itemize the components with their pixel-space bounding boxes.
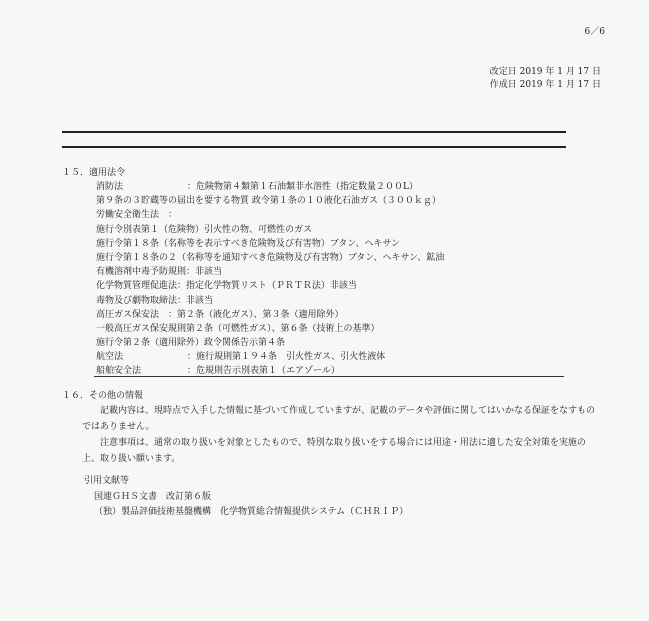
law-row: 施行令第１８条（名称等を表示すべき危険物及び有害物）ブタン、ヘキサン <box>96 238 401 249</box>
document-dates <box>490 66 601 92</box>
reference-item: 国連ＧＨＳ文書 改訂第６版 <box>94 491 212 502</box>
created-date: 作成日 2019 年 1 月 17 日 <box>489 80 601 90</box>
law-row: 有機溶剤中毒予防規則：非該当 <box>96 267 223 278</box>
law-row: 施行令第１８条の２（名称等を通知すべき危険物及び有害物）ブタン、ヘキサン、鉱油 <box>96 252 445 263</box>
law-row: 化学物質管理促進法：指定化学物質リスト（ＰＲＴＲ法）非該当 <box>96 281 357 292</box>
reference-item: （独）製品評価技術基盤機構 化学物質総合情報提供システム（ＣＨＲＩＰ） <box>94 507 409 517</box>
law-row: 消防法 ：危険物第４類第１石油類非水溶性（指定数量２００L） <box>96 182 418 192</box>
law-row: 航空法 ：施行規則第１９４条 引火性ガス、引火性液体 <box>96 352 386 363</box>
section-16-other-info <box>62 389 602 467</box>
top-rule-2 <box>62 146 566 148</box>
law-row: 船舶安全法 ：危規則告示別表第１（エアゾール） <box>96 366 340 377</box>
references <box>84 474 408 521</box>
top-rule-1 <box>62 131 566 133</box>
revised-date: 改定日 2019 年 1 月 17 日 <box>489 67 601 77</box>
law-row: 第９条の３貯蔵等の届出を要する物質 政令第１条の１０液化石油ガス（３００ｋｇ） <box>96 196 441 207</box>
section-15-applicable-laws <box>62 166 602 379</box>
page-number: 6／6 <box>584 27 605 37</box>
law-row: 一般高圧ガス保安規則第２条（可燃性ガス）、第６条（技術上の基準） <box>96 323 380 334</box>
references-title: 引用文献等 <box>84 476 130 486</box>
law-row: 労働安全衛生法 ： <box>96 210 178 221</box>
section-15-title: １５．適用法令 <box>62 168 126 178</box>
law-row: 施行令別表第１（危険物）引火性の物、可燃性のガス <box>96 224 313 235</box>
law-row: 高圧ガス保安法 ：第２条（液化ガス）、第３条（適用除外） <box>96 309 344 320</box>
section-16-title: １６．その他の情報 <box>62 391 144 401</box>
section-15-bottom-rule <box>94 376 564 377</box>
law-row: 施行令第２条（適用除外）政令関係告示第４条 <box>96 338 286 349</box>
disclaimer-paragraph: 記載内容は、現時点で入手した情報に基づいて作成していますが、記載のデータや評価に関してはいかなる保証をなすものではありません。 <box>82 406 596 432</box>
caution-paragraph: 注意事項は、通常の取り扱いを対象としたもので、特別な取り扱いをする場合には用途・用法に適した安全対策を実施の上、取り扱い願います。 <box>82 438 586 464</box>
section-16-body <box>62 403 602 467</box>
law-row: 毒物及び劇物取締法：非該当 <box>96 295 214 306</box>
